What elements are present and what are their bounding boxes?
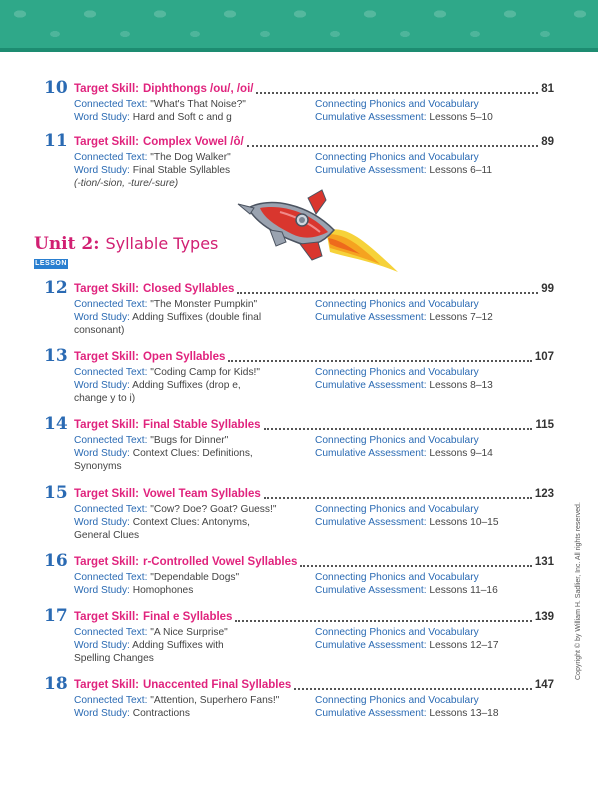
target-skill-title: r-Controlled Vowel Syllables (142, 556, 298, 568)
target-skill-label: Target Skill: (74, 136, 139, 148)
target-skill-line[interactable] (74, 607, 554, 625)
connected-text-label: Connected Text: (74, 435, 148, 446)
copyright-notice: Copyright © by William H. Sadlier, Inc. All rights reserved. (575, 502, 582, 680)
lesson-number: 14 (44, 414, 68, 434)
page-number: 131 (534, 556, 554, 568)
rocket-flame (326, 229, 398, 272)
word-study-value: Homophones (132, 585, 194, 596)
target-skill-line[interactable] (74, 552, 554, 570)
lesson-number: 12 (44, 278, 68, 298)
lesson-assessment (315, 571, 555, 597)
lesson-number: 17 (44, 606, 68, 626)
word-study-value: Context Clues: Antonyms, (132, 517, 250, 528)
target-skill-label: Target Skill: (74, 419, 139, 431)
page-number: 123 (534, 488, 554, 500)
word-study-value: Final Stable Syllables (132, 165, 231, 176)
cumulative-assessment-label: Cumulative Assessment: (315, 448, 427, 459)
connecting-phonics-label: Connecting Phonics and Vocabulary (315, 695, 479, 706)
lesson-details (74, 694, 312, 720)
connecting-phonics-label: Connecting Phonics and Vocabulary (315, 435, 479, 446)
target-skill-label: Target Skill: (74, 488, 139, 500)
target-skill-line[interactable] (74, 484, 554, 502)
connecting-phonics-label: Connecting Phonics and Vocabulary (315, 152, 479, 163)
word-study-continued: (-tion/-sion, -ture/-sure) (74, 178, 179, 189)
word-study-value: Adding Suffixes (double final (132, 312, 262, 323)
lesson-details (74, 366, 312, 405)
cumulative-assessment-value: Lessons 8–13 (429, 380, 493, 391)
lesson-details (74, 434, 312, 473)
page-number: 115 (535, 419, 554, 431)
word-study-value: Contractions (132, 708, 190, 719)
target-skill-label: Target Skill: (74, 351, 139, 363)
rocket-body (238, 190, 334, 260)
lesson-number: 10 (44, 78, 68, 98)
target-skill-title: Closed Syllables (142, 283, 235, 295)
leader-dots (256, 92, 538, 94)
target-skill-title: Vowel Team Syllables (142, 488, 261, 500)
target-skill-label: Target Skill: (74, 283, 139, 295)
cumulative-assessment-label: Cumulative Assessment: (315, 640, 427, 651)
target-skill-title: Unaccented Final Syllables (142, 679, 292, 691)
word-study-continued: change y to i) (74, 393, 136, 404)
connected-text-label: Connected Text: (74, 299, 148, 310)
lesson-details (74, 151, 312, 190)
cumulative-assessment-value: Lessons 9–14 (429, 448, 493, 459)
connected-text-value: "A Nice Surprise" (150, 627, 228, 638)
lesson-assessment (315, 298, 555, 324)
leader-dots (264, 497, 532, 499)
lesson-details (74, 571, 312, 597)
page-number: 147 (534, 679, 554, 691)
connected-text-value: "The Dog Walker" (150, 152, 231, 163)
word-study-label: Word Study: (74, 708, 130, 719)
connected-text-value: "Attention, Superhero Fans!" (150, 695, 280, 706)
target-skill-title: Complex Vowel /ô/ (142, 136, 244, 148)
word-study-label: Word Study: (74, 112, 130, 123)
target-skill-title: Diphthongs /ou/, /oi/ (142, 83, 254, 95)
cumulative-assessment-value: Lessons 12–17 (429, 640, 499, 651)
lesson-number: 16 (44, 551, 68, 571)
target-skill-line[interactable] (74, 132, 554, 150)
cumulative-assessment-label: Cumulative Assessment: (315, 380, 427, 391)
connected-text-label: Connected Text: (74, 695, 148, 706)
connected-text-label: Connected Text: (74, 367, 148, 378)
word-study-label: Word Study: (74, 380, 130, 391)
lesson-assessment (315, 694, 555, 720)
lesson-number: 18 (44, 674, 68, 694)
connected-text-value: "Cow? Doe? Goat? Guess!" (150, 504, 277, 515)
word-study-value: Context Clues: Definitions, (132, 448, 253, 459)
connected-text-label: Connected Text: (74, 572, 148, 583)
target-skill-line[interactable] (74, 415, 554, 433)
page-number: 107 (534, 351, 554, 363)
lesson-assessment (315, 98, 555, 124)
connected-text-label: Connected Text: (74, 99, 148, 110)
word-study-label: Word Study: (74, 448, 130, 459)
cumulative-assessment-value: Lessons 5–10 (429, 112, 493, 123)
word-study-label: Word Study: (74, 517, 130, 528)
page-number: 81 (541, 83, 554, 95)
connected-text-value: "What's That Noise?" (150, 99, 246, 110)
leader-dots (228, 360, 531, 362)
connected-text-value: "Dependable Dogs" (150, 572, 240, 583)
word-study-continued: consonant) (74, 325, 125, 336)
connected-text-label: Connected Text: (74, 504, 148, 515)
lesson-details (74, 298, 312, 337)
lesson-assessment (315, 503, 555, 529)
leader-dots (294, 688, 532, 690)
cumulative-assessment-label: Cumulative Assessment: (315, 585, 427, 596)
lesson-number: 15 (44, 483, 68, 503)
target-skill-title: Open Syllables (142, 351, 226, 363)
page-number: 99 (541, 283, 554, 295)
cumulative-assessment-value: Lessons 10–15 (429, 517, 499, 528)
lesson-badge: LESSON (35, 260, 67, 267)
cumulative-assessment-label: Cumulative Assessment: (315, 165, 427, 176)
cumulative-assessment-value: Lessons 11–16 (429, 585, 498, 596)
header-banner (0, 0, 598, 52)
lesson-assessment (315, 366, 555, 392)
word-study-label: Word Study: (74, 585, 130, 596)
target-skill-label: Target Skill: (74, 556, 139, 568)
lesson-assessment (315, 434, 555, 460)
connected-text-value: "Bugs for Dinner" (150, 435, 229, 446)
cumulative-assessment-value: Lessons 13–18 (429, 708, 499, 719)
target-skill-line[interactable] (74, 675, 554, 693)
connecting-phonics-label: Connecting Phonics and Vocabulary (315, 99, 479, 110)
connected-text-value: "The Monster Pumpkin" (150, 299, 258, 310)
lesson-number: 13 (44, 346, 68, 366)
cumulative-assessment-label: Cumulative Assessment: (315, 708, 427, 719)
lesson-details (74, 626, 312, 665)
connecting-phonics-label: Connecting Phonics and Vocabulary (315, 299, 479, 310)
word-study-continued: General Clues (74, 530, 140, 541)
target-skill-line[interactable] (74, 279, 554, 297)
cumulative-assessment-label: Cumulative Assessment: (315, 312, 427, 323)
leader-dots (300, 565, 531, 567)
connecting-phonics-label: Connecting Phonics and Vocabulary (315, 572, 479, 583)
word-study-label: Word Study: (74, 640, 130, 651)
leader-dots (235, 620, 531, 622)
target-skill-label: Target Skill: (74, 611, 139, 623)
cumulative-assessment-value: Lessons 6–11 (429, 165, 493, 176)
word-study-label: Word Study: (74, 165, 130, 176)
target-skill-title: Final e Syllables (142, 611, 233, 623)
target-skill-line[interactable] (74, 347, 554, 365)
word-study-continued: Synonyms (74, 461, 122, 472)
target-skill-title: Final Stable Syllables (142, 419, 261, 431)
connected-text-label: Connected Text: (74, 627, 148, 638)
connecting-phonics-label: Connecting Phonics and Vocabulary (315, 627, 479, 638)
target-skill-label: Target Skill: (74, 679, 139, 691)
lesson-number: 11 (44, 131, 68, 151)
cumulative-assessment-label: Cumulative Assessment: (315, 112, 427, 123)
target-skill-line[interactable] (74, 79, 554, 97)
unit-title: Syllable Types (105, 234, 219, 253)
lesson-details (74, 98, 312, 124)
target-skill-label: Target Skill: (74, 83, 139, 95)
cumulative-assessment-label: Cumulative Assessment: (315, 517, 427, 528)
cumulative-assessment-value: Lessons 7–12 (429, 312, 493, 323)
lesson-assessment (315, 626, 555, 652)
word-study-value: Adding Suffixes (drop e, (132, 380, 241, 391)
leader-dots (237, 292, 538, 294)
leader-dots (264, 428, 533, 430)
word-study-continued: Spelling Changes (74, 653, 154, 664)
connecting-phonics-label: Connecting Phonics and Vocabulary (315, 504, 479, 515)
connecting-phonics-label: Connecting Phonics and Vocabulary (315, 367, 479, 378)
leader-dots (247, 145, 538, 147)
page-number: 139 (534, 611, 554, 623)
word-study-value: Hard and Soft c and g (132, 112, 232, 123)
page-number: 89 (541, 136, 554, 148)
connected-text-value: "Coding Camp for Kids!" (150, 367, 261, 378)
lesson-assessment (315, 151, 555, 177)
unit-heading (34, 234, 218, 254)
rocket-illustration (230, 186, 402, 278)
connected-text-label: Connected Text: (74, 152, 148, 163)
lesson-details (74, 503, 312, 542)
unit-number: Unit 2: (34, 234, 100, 254)
word-study-value: Adding Suffixes with (132, 640, 224, 651)
word-study-label: Word Study: (74, 312, 130, 323)
